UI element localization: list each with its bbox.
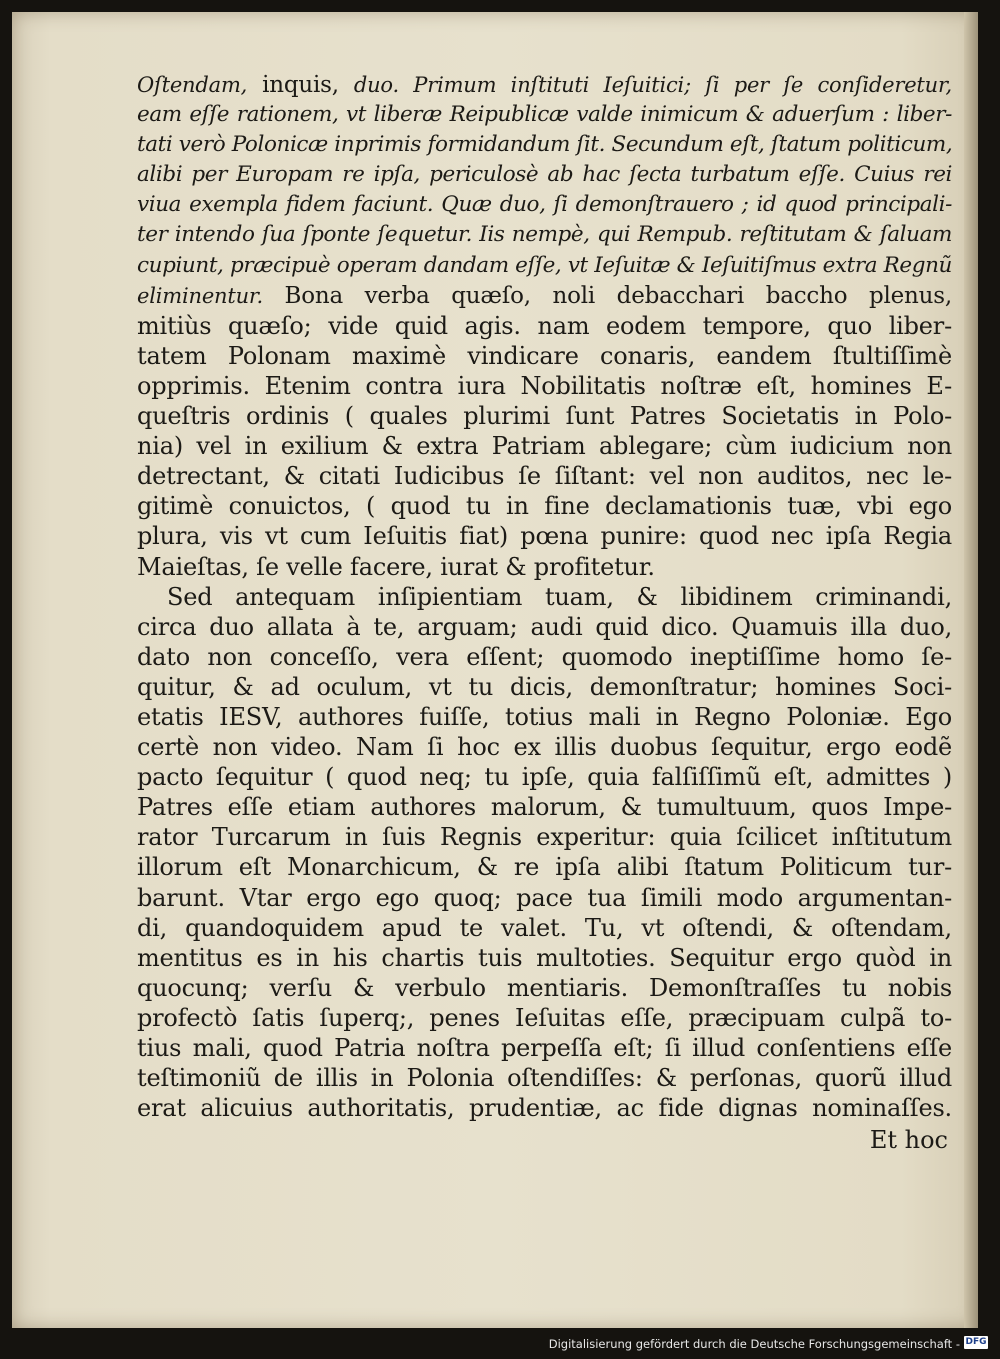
text-line: di, quandoquidem apud te valet. Tu, vt oſtendi, & oſtendam, [137,913,952,942]
digitization-credit: Digitalisierung gefördert durch die Deutsche Forschungsgemeinschaft - [548,1337,960,1351]
text-line: quitur, & ad oculum, vt tu dicis, demonſtratur; homines Soci- [137,672,952,701]
text-line: circa duo allata à te, arguam; audi quid dico. Quamuis illa duo, [137,612,952,641]
text-line: viua exempla fidem faciunt. Quæ duo, ſi demonſtrauero ; id quod principali- [137,192,952,218]
text-line: profectò ſatis ſuperq;, penes Ieſuitas eſſe, præcipuam culpã to- [137,1003,952,1032]
text-line: Patres eſſe etiam authores malorum, & tumultuum, quos Impe- [137,793,952,822]
text-segment: eliminentur. [137,283,263,308]
binding-edge [964,12,978,1328]
text-segment: Oſtendam, [137,73,248,97]
text-line: erat alicuius authoritatis, prudentiæ, ac fide dignas nominaſſes. [137,1094,952,1123]
text-line: plura, vis vt cum Ieſuitis fiat) pœna punire: quod nec ipſa Regia [137,522,952,551]
text-line: mentitus es in his chartis tuis multoties. Sequitur ergo quòd in [137,943,952,972]
text-line: pacto ſequitur ( quod neq; tu ipſe, quia falſiſſimũ eſt, admittes ) [137,763,952,792]
text-line: illorum eſt Monarchicum, & re ipſa alibi ſtatum Politicum tur- [137,853,952,882]
text-line: eam eſſe rationem, vt liberæ Reipublicæ valde inimicum & aduerſum : liber- [137,102,952,128]
text-line: tius mali, quod Patria noſtra perpeſſa eſt; ſi illud conſentiens eſſe [137,1034,952,1062]
text-line: gitimè conuictos, ( quod tu in fine declamationis tuæ, vbi ego [137,492,952,521]
text-line: etatis IESV, authores fuiſſe, totius mali in Regno Poloniæ. Ego [137,702,952,731]
text-line: barunt. Vtar ergo ego quoq; pace tua ſimili modo argumentan- [137,883,952,912]
text-line: quocunq; verſu & verbulo mentiaris. Demonſtraſſes tu nobis [137,973,952,1002]
text-line: queſtris ordinis ( quales plurimi ſunt Patres Societatis in Polo- [137,402,952,431]
text-line [137,70,952,100]
text-line: cupiunt, præcipuè operam dandam eſſe, vt Ieſuitæ & Ieſuitiſmus extra Regnũ [137,252,952,278]
text-segment: Bona verba quæſo, noli debacchari baccho plenus, [262,282,952,309]
text-line: mitiùs quæſo; vide quid agis. nam eodem tempore, quo liber- [137,311,952,340]
text-line: teſtimoniũ de illis in Polonia oſtendiſſes: & perſonas, quorũ illud [137,1064,952,1093]
text-line: ter intendo ſua ſponte ſequetur. Iis nempè, qui Rempub. reſtitutam & ſaluam [137,222,952,248]
dfg-logo-icon: DFG [965,1337,987,1347]
text-segment: inquis, [247,72,354,98]
text-line [137,281,952,311]
text-line: tatem Polonam maximè vindicare conaris, eandem ſtultiſſimè [137,341,952,370]
text-line: dato non conceſſo, vera eſſent; quomodo ineptiſſime homo ſe- [137,642,952,671]
text-line: alibi per Europam re ipſa, periculosè ab hac ſecta turbatum eſſe. Cuius rei [137,162,952,188]
text-line: certè non video. Nam ſi hoc ex illis duobus ſequitur, ergo eodẽ [137,733,952,762]
text-segment: duo. Primum inſtituti Ieſuitici; ſi per ſe conſideretur, [353,73,952,97]
catchword: Et hoc [869,1126,948,1155]
text-line: Sed antequam inſipientiam tuam, & libidinem criminandi, [167,582,952,611]
footer-bar [0,1328,1000,1359]
text-line: Maieſtas, ſe velle facere, iurat & profitetur. [137,552,655,581]
text-line: rator Turcarum in ſuis Regnis experitur: quia ſcilicet inſtitutum [137,823,952,852]
body-text [137,70,952,1157]
text-line: opprimis. Etenim contra iura Nobilitatis noſtræ eſt, homines E- [137,371,952,400]
text-line: tati verò Polonicæ inprimis formidandum ſit. Secundum eſt, ſtatum politicum, [137,132,953,158]
text-line: detrectant, & citati Iudicibus ſe ſiſtant: vel non auditos, nec le- [137,462,952,491]
text-line: nia) vel in exilium & extra Patriam ablegare; cùm iudicium non [137,432,952,461]
